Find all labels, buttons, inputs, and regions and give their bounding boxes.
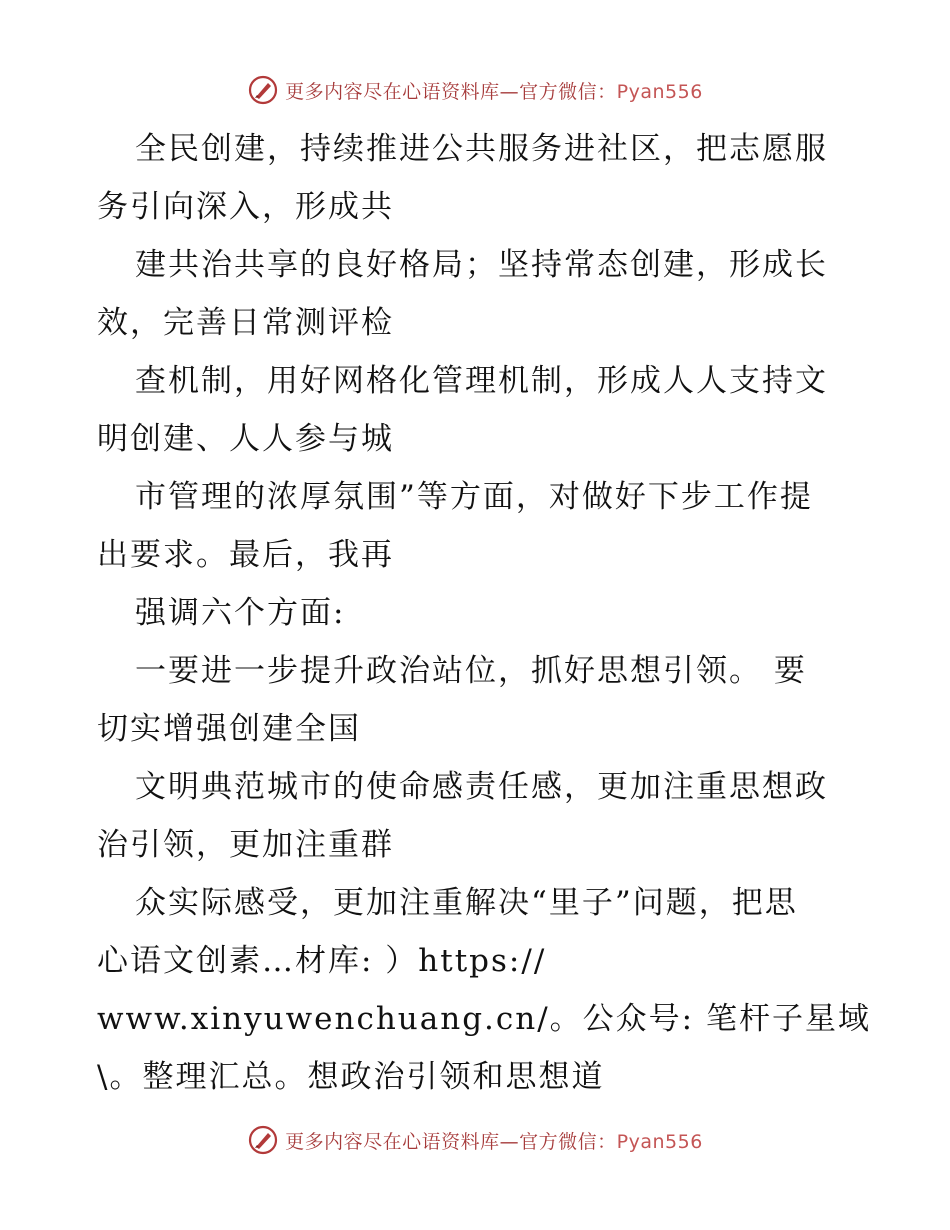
body-line: 务引向深入，形成共 — [97, 189, 394, 225]
body-line: 查机制，用好网格化管理机制，形成人人支持文 — [135, 363, 828, 399]
body-line: 市管理的浓厚氛围”等方面，对做好下步工作提 — [135, 479, 813, 515]
footer-banner — [0, 1120, 950, 1160]
header-banner-text: 更多内容尽在心语资料库—官方微信：Pyan556 — [285, 80, 703, 103]
body-line: 明创建、人人参与城 — [97, 421, 394, 457]
body-line: www.xinyuwenchuang.cn/。公众号: 笔杆子星域 — [97, 1001, 871, 1037]
body-line: \。整理汇总。想政治引领和思想道 — [97, 1059, 605, 1095]
body-line: 全民创建，持续推进公共服务进社区，把志愿服 — [135, 131, 828, 167]
footer-wechat-id: Pyan556 — [616, 1130, 703, 1153]
body-line: 切实增强创建全国 — [97, 711, 361, 747]
pen-nib-logo-icon — [247, 74, 279, 106]
body-line: 心语文创素…材库: ）https:// — [97, 943, 547, 979]
body-line: 治引领，更加注重群 — [97, 827, 394, 863]
body-line: 强调六个方面: — [135, 595, 346, 631]
body-line: 文明典范城市的使命感责任感，更加注重思想政 — [135, 769, 828, 805]
footer-banner-text: 更多内容尽在心语资料库—官方微信：Pyan556 — [285, 1130, 703, 1153]
pen-nib-logo-icon — [247, 1124, 279, 1156]
document-body — [97, 120, 871, 1106]
body-line: 出要求。最后，我再 — [97, 537, 394, 573]
header-banner — [0, 70, 950, 110]
header-wechat-id: Pyan556 — [616, 80, 703, 103]
body-line: 众实际感受，更加注重解决“里子”问题，把思 — [135, 885, 798, 921]
body-line: 效，完善日常测评检 — [97, 305, 394, 341]
body-line: 建共治共享的良好格局；坚持常态创建，形成长 — [135, 247, 828, 283]
body-line: 一要进一步提升政治站位，抓好思想引领。 要 — [135, 653, 807, 689]
